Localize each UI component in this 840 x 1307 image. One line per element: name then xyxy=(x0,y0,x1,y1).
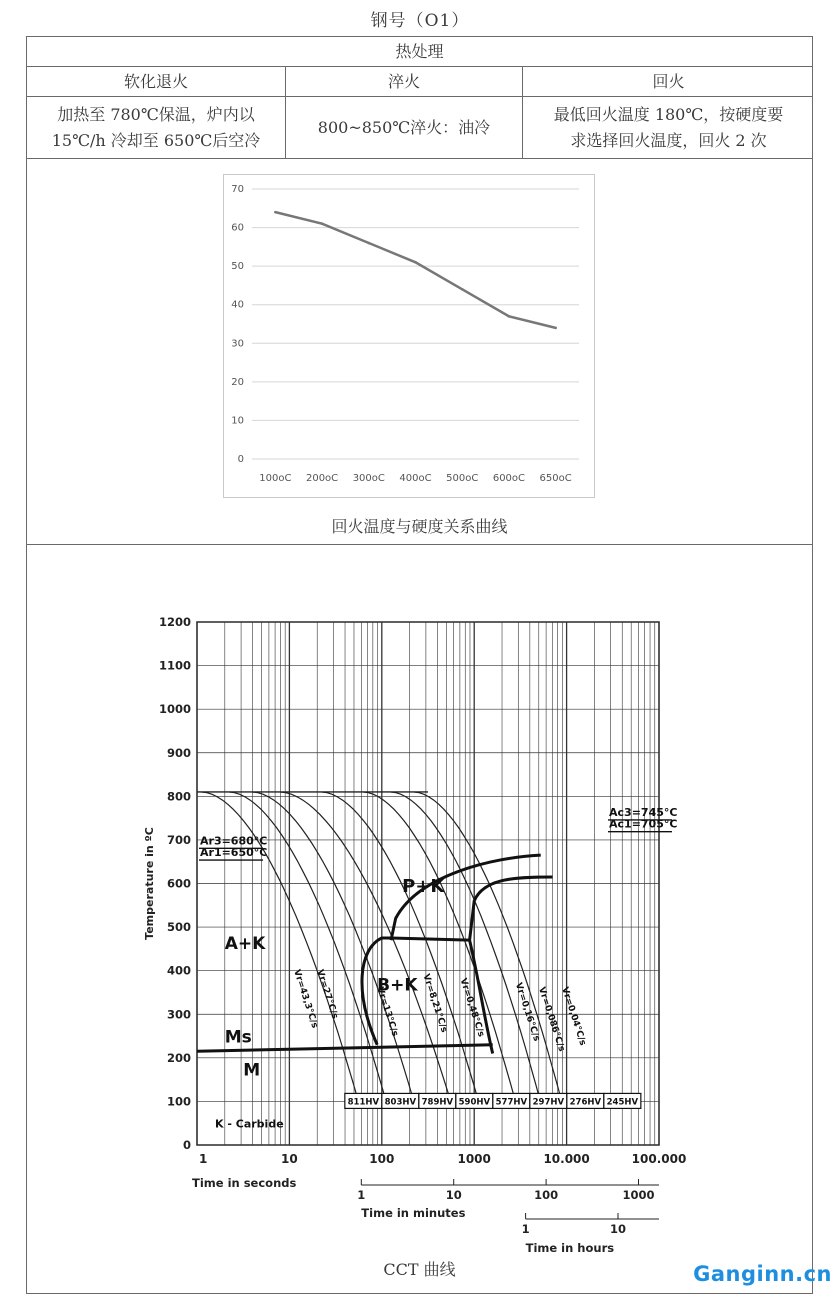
cct-hardness-value: 276HV xyxy=(569,1097,602,1108)
x-tick-label: 400oC xyxy=(399,473,432,484)
y-tick-label: 70 xyxy=(231,184,244,195)
cct-x-tick-seconds: 1 xyxy=(199,1152,208,1166)
cct-hardness-value: 245HV xyxy=(606,1097,639,1108)
cct-hardness-value: 590HV xyxy=(458,1097,491,1108)
cct-x-label-hours: Time in hours xyxy=(525,1241,615,1255)
cct-x-tick-minutes: 1 xyxy=(357,1188,366,1202)
header-quenching: 淬火 xyxy=(286,67,523,96)
data-point xyxy=(321,222,324,225)
cct-ar3-label: Ar3=680°C xyxy=(200,834,268,848)
cct-x-label-seconds: Time in seconds xyxy=(192,1176,297,1190)
heat-treatment-sheet xyxy=(26,36,813,1294)
x-tick-label: 600oC xyxy=(492,473,526,484)
section-header-row xyxy=(27,37,812,67)
cct-y-tick: 700 xyxy=(166,832,191,847)
cct-x-tick-hours: 1 xyxy=(521,1222,530,1236)
quenching-cell: 800~850℃淬火：油冷 xyxy=(286,97,523,158)
cct-region-label: M xyxy=(243,1060,261,1081)
cct-ac1-label: Ac1=705°C xyxy=(609,817,678,831)
cct-y-axis-label: Temperature in ºC xyxy=(143,827,156,940)
cct-pearlite-finish xyxy=(470,877,553,940)
cct-x-tick-seconds: 1000 xyxy=(457,1152,491,1166)
cct-region-label: A+K xyxy=(224,933,266,954)
header-tempering: 回火 xyxy=(652,71,685,91)
y-tick-label: 20 xyxy=(231,376,244,388)
cct-diagram xyxy=(27,545,812,1255)
cct-region-label: Ms xyxy=(224,1027,252,1048)
tempering-line-2: 求选择回火温度，回火 2 次 xyxy=(570,130,767,150)
cct-section xyxy=(27,545,812,1295)
table-header-row xyxy=(27,67,812,97)
cct-rate-label: Vr=43,3°C/s xyxy=(291,968,320,1030)
cct-ac3-label: Ac3=745°C xyxy=(609,805,678,819)
y-tick-label: 50 xyxy=(231,261,244,273)
y-tick-label: 30 xyxy=(231,338,244,350)
cct-region-label: B+K xyxy=(377,975,418,996)
cct-y-tick: 0 xyxy=(182,1138,191,1152)
cct-x-tick-minutes: 1000 xyxy=(622,1188,655,1202)
site-watermark: Ganginn.cn xyxy=(693,1262,832,1286)
cct-hardness-value: 789HV xyxy=(421,1097,454,1108)
tempering-cell xyxy=(523,97,814,158)
cct-rate-label: Vr=8,21°C/s xyxy=(420,972,449,1034)
cct-hardness-value: 577HV xyxy=(495,1097,528,1108)
cct-carbide-note: K - Carbide xyxy=(215,1117,284,1131)
cct-x-tick-seconds: 10.000 xyxy=(543,1152,590,1166)
cct-y-tick: 1100 xyxy=(158,658,191,673)
cct-y-tick: 100 xyxy=(166,1094,191,1109)
x-tick-label: 500oC xyxy=(446,473,479,484)
tempering-line-1: 最低回火温度 180℃，按硬度要 xyxy=(553,104,784,124)
annealing-cell xyxy=(27,97,286,158)
tempering-chart-section xyxy=(27,159,812,545)
y-tick-label: 40 xyxy=(231,299,244,311)
cct-x-tick-seconds: 10 xyxy=(281,1152,298,1166)
data-point xyxy=(508,315,511,318)
cct-y-tick: 900 xyxy=(166,745,191,760)
x-tick-label: 650oC xyxy=(539,473,572,484)
data-point xyxy=(461,288,464,291)
y-tick-label: 0 xyxy=(237,454,244,465)
x-tick-label: 100oC xyxy=(259,473,292,484)
steel-grade-title: 钢号（O1） xyxy=(370,11,470,31)
section-header: 热处理 xyxy=(395,41,444,61)
x-tick-label: 200oC xyxy=(305,473,339,484)
cct-cooling-curve xyxy=(280,792,451,1103)
cct-y-tick: 1000 xyxy=(158,702,191,717)
cct-region-label: P+K xyxy=(402,876,445,898)
cct-y-tick: 1200 xyxy=(158,615,191,629)
cct-rate-label: Vr=0,04°C/s xyxy=(559,985,588,1047)
cct-y-tick: 800 xyxy=(166,789,191,804)
cct-x-tick-seconds: 100.000 xyxy=(631,1152,687,1166)
header-annealing: 软化退火 xyxy=(27,67,286,96)
y-tick-label: 60 xyxy=(231,222,244,234)
tempering-chart-caption: 回火温度与硬度关系曲线 xyxy=(331,517,508,536)
annealing-line-1: 加热至 780℃保温，炉内以 xyxy=(57,104,255,124)
cct-hardness-value: 811HV xyxy=(347,1097,380,1108)
table-row xyxy=(27,97,812,159)
x-tick-label: 300oC xyxy=(352,473,385,484)
data-point xyxy=(367,242,370,245)
cct-ar1-label: Ar1=650°C xyxy=(200,846,268,860)
tempering-chart xyxy=(223,174,595,498)
cct-x-tick-minutes: 10 xyxy=(445,1188,462,1202)
cct-y-tick: 400 xyxy=(166,963,191,978)
cct-hardness-value: 803HV xyxy=(384,1097,417,1108)
cct-y-tick: 200 xyxy=(166,1050,191,1065)
cct-x-label-minutes: Time in minutes xyxy=(361,1206,466,1220)
cct-rate-label: Vr=0,16°C/s xyxy=(512,981,542,1043)
data-point xyxy=(414,261,417,264)
hardness-series-line xyxy=(275,212,555,328)
cct-rate-label: Vr=0,48°C/s xyxy=(457,977,486,1039)
cct-hardness-value: 297HV xyxy=(532,1097,565,1108)
cct-y-tick: 600 xyxy=(166,876,191,891)
data-point xyxy=(554,327,557,330)
data-point xyxy=(274,211,277,214)
y-tick-label: 10 xyxy=(231,415,244,427)
cct-y-tick: 300 xyxy=(166,1007,191,1022)
cct-rate-label: Vr=0,086°C/s xyxy=(536,985,567,1053)
cct-x-tick-hours: 10 xyxy=(609,1222,627,1236)
cct-x-tick-seconds: 100 xyxy=(369,1152,395,1166)
cct-y-tick: 500 xyxy=(166,920,191,935)
cct-rate-label: Vr=27°C/s xyxy=(314,968,340,1021)
cct-rate-label: Vr=13°C/s xyxy=(374,985,400,1038)
cct-caption: CCT 曲线 xyxy=(383,1260,456,1279)
tempering-chart-svg xyxy=(224,175,594,497)
cct-x-tick-minutes: 100 xyxy=(534,1188,559,1202)
annealing-line-2: 15℃/h 冷却至 650℃后空冷 xyxy=(51,130,261,150)
